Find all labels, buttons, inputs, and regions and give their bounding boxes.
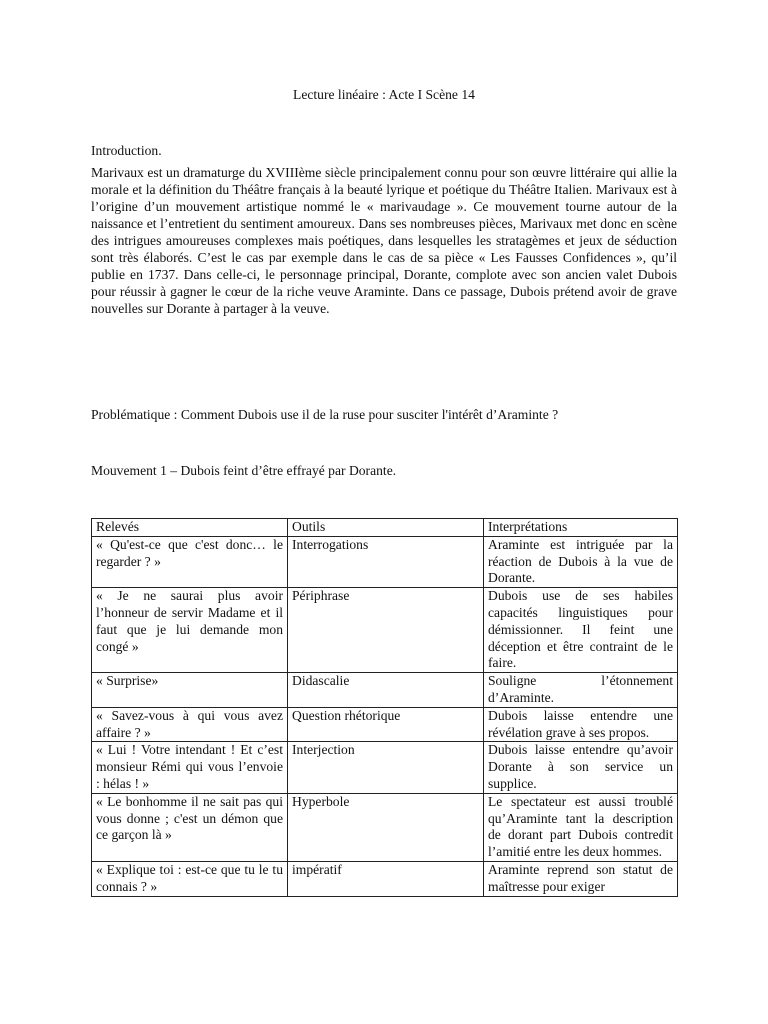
problematique: Problématique : Comment Dubois use il de la ruse pour susciter l'intérêt d’Araminte ? xyxy=(91,407,559,422)
table-row xyxy=(92,793,678,861)
header-outils: Outils xyxy=(288,519,484,537)
cell-interpretation: Dubois laisse entendre qu’avoir Dorante à son service un supplice. xyxy=(484,742,678,793)
intro-heading: Introduction. xyxy=(91,143,162,158)
cell-outil: Périphrase xyxy=(288,588,484,673)
table-header-row xyxy=(92,519,678,537)
table-row xyxy=(92,536,678,587)
table-row xyxy=(92,707,678,742)
cell-outil: Interjection xyxy=(288,742,484,793)
cell-interpretation: Souligne l’étonnement d’Araminte. xyxy=(484,673,678,708)
cell-interpretation: Dubois laisse entendre une révélation grave à ses propos. xyxy=(484,707,678,742)
cell-releve: « Qu'est-ce que c'est donc… le regarder ? » xyxy=(92,536,288,587)
cell-outil: Didascalie xyxy=(288,673,484,708)
cell-releve: « Surprise» xyxy=(92,673,288,708)
table-row xyxy=(92,588,678,673)
cell-outil: impératif xyxy=(288,861,484,896)
header-interpretations: Interprétations xyxy=(484,519,678,537)
table-row xyxy=(92,861,678,896)
cell-interpretation: Le spectateur est aussi troublé qu’Araminte tant la description de dorant part Dubois contredit l’amitié entre les deux hommes. xyxy=(484,793,678,861)
cell-releve: « Explique toi : est-ce que tu le tu connais ? » xyxy=(92,861,288,896)
cell-interpretation: Araminte reprend son statut de maîtresse pour exiger xyxy=(484,861,678,896)
intro-paragraph-text: Marivaux est un dramaturge du XVIIIème siècle principalement connu pour son œuvre littéraire qui allie la morale et la définition du Théâtre français à la beauté lyrique et poétique du Théâtre Italien. Marivaux est à l’origine d’un mouvement artistique nommé le « marivaudage ». Ce mouvement tourne autour de la naissance et l’entretient du sentiment amoureux. Dans ses nombreuses pièces, Marivaux met donc en scène des intrigues amoureuses complexes mais poétiques, dans lesquelles les stratagèmes et jeux de séduction sont très élaborés. C’est le cas par exemple dans le cas de sa pièce « Les Fausses Confidences », qu’il publie en 1737. Dans celle-ci, le personnage principal, Dorante, complote avec son ancien valet Dubois pour réussir à gagner le cœur de la riche veuve Araminte. Dans ce passage, Dubois prétend avoir de grave nouvelles sur Dorante à partager à la veuve. xyxy=(91,165,677,316)
cell-releve: « Je ne saurai plus avoir l’honneur de servir Madame et il faut que je lui demande mon congé » xyxy=(92,588,288,673)
analysis-table xyxy=(91,518,678,897)
cell-releve: « Le bonhomme il ne sait pas qui vous donne ; c'est un démon que ce garçon là » xyxy=(92,793,288,861)
table-row xyxy=(92,742,678,793)
cell-interpretation: Araminte est intriguée par la réaction de Dubois à la vue de Dorante. xyxy=(484,536,678,587)
movement-heading: Mouvement 1 – Dubois feint d’être effrayé par Dorante. xyxy=(91,463,397,478)
header-releves: Relevés xyxy=(92,519,288,537)
cell-outil: Question rhétorique xyxy=(288,707,484,742)
cell-outil: Hyperbole xyxy=(288,793,484,861)
cell-outil: Interrogations xyxy=(288,536,484,587)
table-row xyxy=(92,673,678,708)
intro-paragraph xyxy=(91,164,677,317)
cell-releve: « Lui ! Votre intendant ! Et c’est monsieur Rémi qui vous l’envoie : hélas ! » xyxy=(92,742,288,793)
cell-interpretation: Dubois use de ses habiles capacités linguistiques pour démissionner. Il feint une déception et être contraint de le faire. xyxy=(484,588,678,673)
cell-releve: « Savez-vous à qui vous avez affaire ? » xyxy=(92,707,288,742)
document-title: Lecture linéaire : Acte I Scène 14 xyxy=(293,87,475,102)
